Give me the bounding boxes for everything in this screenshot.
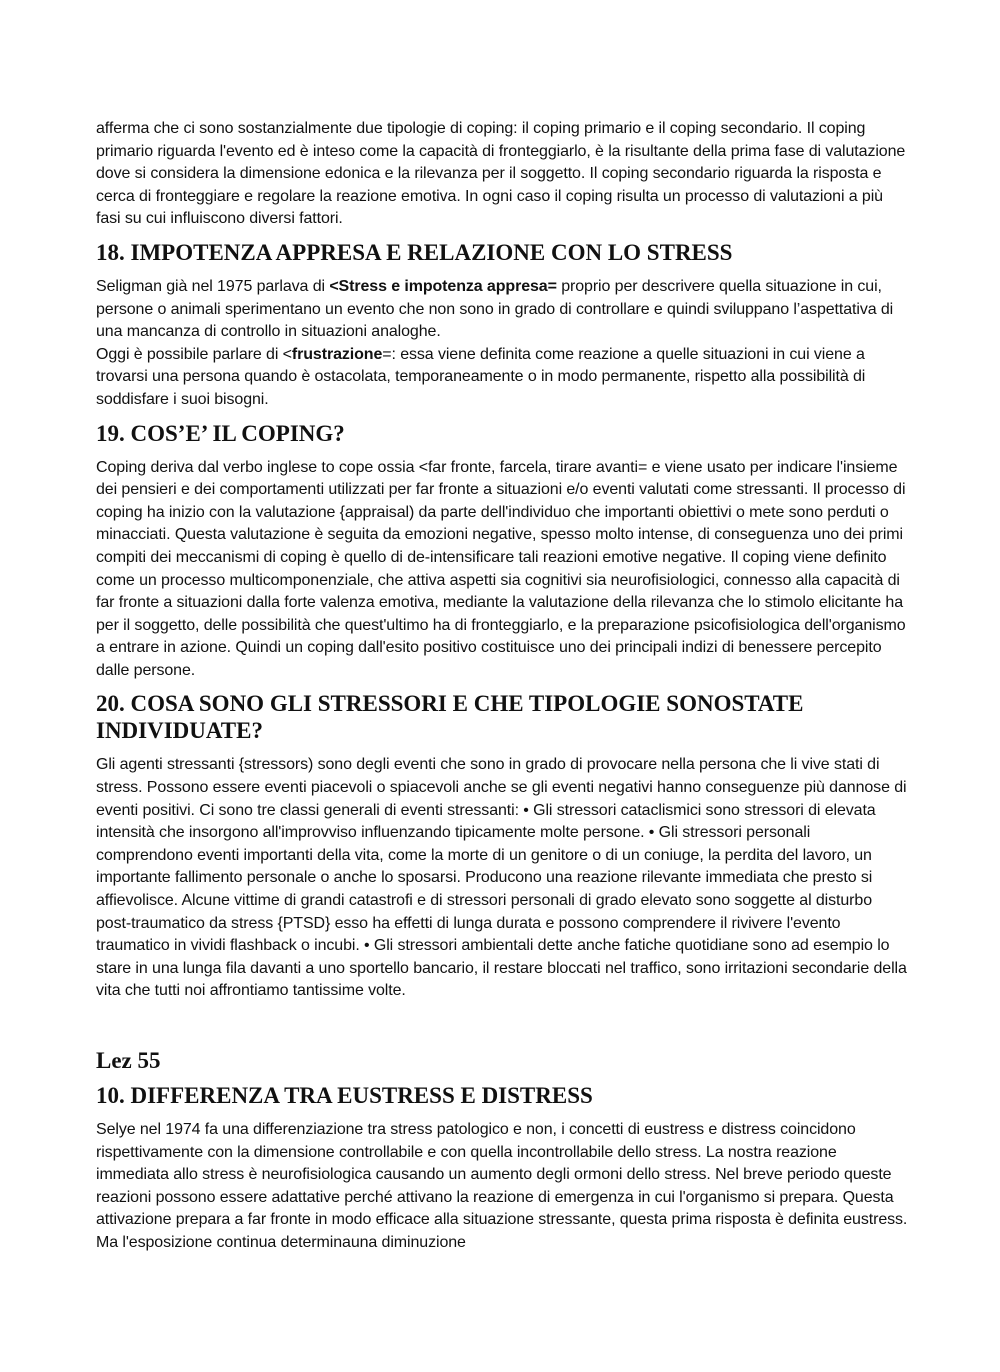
paragraph-20: Gli agenti stressanti {stressors) sono degli eventi che sono in grado di provocare nella persona che li vive stati di stress. Possono essere eventi piacevoli o spiacevoli anche se gli eventi negativi hanno conseguenze più dannose di eventi positivi. Ci sono tre classi generali di eventi stressanti: • Gli stressori cataclismici sono stressori di elevata intensità che insorgono all'improvviso influenzando tipicamente molte persone. • Gli stressori personali comprendono eventi importanti della vita, come la morte di un genitore o di un coniuge, la perdita del lavoro, un importante fallimento personale o anche lo sposarsi. Producono una reazione rilevante immediata che presto si affievolisce. Alcune vittime di grandi catastrofi e di stressori personali di grado elevato sono soggette al disturbo post-traumatico da stress {PTSD} esso ha effetti di lunga durata e possono comprendere il rivivere l'evento traumatico in vividi flashback o incubi. • Gli stressori ambientali dette anche fatiche quotidiane sono ad esempio lo stare in una lunga fila davanti a uno sportello bancario, il restare bloccati nel traffico, sono irritazioni secondarie della vita che tutti noi affrontiamo tantissime volte. — [96, 756, 907, 1000]
paragraph-18a-part1: Seligman già nel 1975 parlava di — [96, 277, 330, 295]
paragraph-intro: afferma che ci sono sostanzialmente due tipologie di coping: il coping primario e il coping secondario. Il coping primario riguarda l'evento ed è inteso come la capacità di fronteggiarlo, è la risultante della prima fase di valutazione dove si considera la dimensione edonica e la rilevanza per il soggetto. Il coping secondario riguarda la risposta e cerca di fronteggiare e regolare la reazione emotiva. In ogni caso il coping risulta un processo di valutazioni a più fasi su cui influiscono diversi fattori. — [96, 120, 906, 228]
heading-20: 20. COSA SONO GLI STRESSORI E CHE TIPOLOGIE SONOSTATE INDIVIDUATE? — [96, 691, 804, 744]
paragraph-18a-bold: <Stress e impotenza appresa= — [329, 277, 557, 295]
heading-lesson: Lez 55 — [96, 1048, 161, 1073]
heading-18: 18. IMPOTENZA APPRESA E RELAZIONE CON LO STRESS — [96, 239, 733, 265]
heading-10: 10. DIFFERENZA TRA EUSTRESS E DISTRESS — [96, 1083, 593, 1108]
paragraph-10: Selye nel 1974 fa una differenziazione tra stress patologico e non, i concetti di eustress e distress coincidono rispettivamente con la dimensione controllabile e con quella incontrollabile dello stress. La nostra reazione immediata allo stress è neurofisiologica causando un aumento degli ormoni dello stress. Nel breve periodo queste reazioni possono essere adattative perché attivano la reazione di emergenza in cui l'organismo si prepara. Questa attivazione prepara a far fronte in modo efficace alla situazione stressante, questa prima risposta è definita eustress. Ma l'esposizione continua determinauna diminuzione — [96, 1121, 908, 1251]
document-page — [96, 118, 908, 1263]
paragraph-18b-part2: =: essa viene definita come reazione a quelle situazioni in cui viene a trovarsi una persona quando è ostacolata, temporaneamente o in modo permanente, rispetto alla possibilità di soddisfare i suoi bisogni. — [96, 345, 866, 408]
paragraph-18a — [96, 276, 908, 344]
paragraph-18b — [96, 344, 908, 412]
paragraph-18b-part1: Oggi è possibile parlare di < — [96, 345, 292, 363]
paragraph-19: Coping deriva dal verbo inglese to cope ossia <far fronte, farcela, tirare avanti= e viene usato per indicare l'insieme dei pensieri e dei comportamenti utilizzati per far fronte a situazioni e/o eventi valutati come stressanti. Il processo di coping ha inizio con la valutazione {appraisal) da parte dell'individuo che importanti obiettivi o mete sono perduti o minacciati. Questa valutazione è seguita da emozioni negative, spesso molto intense, di conseguenza uno dei primi compiti dei meccanismi di coping è quello di de-intensificare tali reazioni emotive negative. Il coping viene definito come un processo multicomponenziale, che attiva aspetti sia cognitivi sia neurofisiologici, connesso alla capacità di far fronte a situazioni dalla forte valenza emotiva, mediante la valutazione della rilevanza che lo stimolo elicitante ha per il soggetto, delle possibilità che quest'ultimo ha di fronteggiarlo, e la preparazione psicofisiologica dell'organismo a entrare in azione. Quindi un coping dall'esito positivo costituisce uno dei principali indizi di benessere percepito dalle persone. — [96, 458, 906, 679]
paragraph-18a-part2: proprio per descrivere quella situazione in cui, persone o animali sperimentano un evento che non sono in grado di controllare e quindi sviluppano l’aspettativa di una mancanza di controllo in situazioni analoghe. — [96, 277, 894, 341]
paragraph-18b-bold: frustrazione — [291, 345, 383, 363]
heading-19: 19. COS’E’ IL COPING? — [96, 420, 345, 446]
